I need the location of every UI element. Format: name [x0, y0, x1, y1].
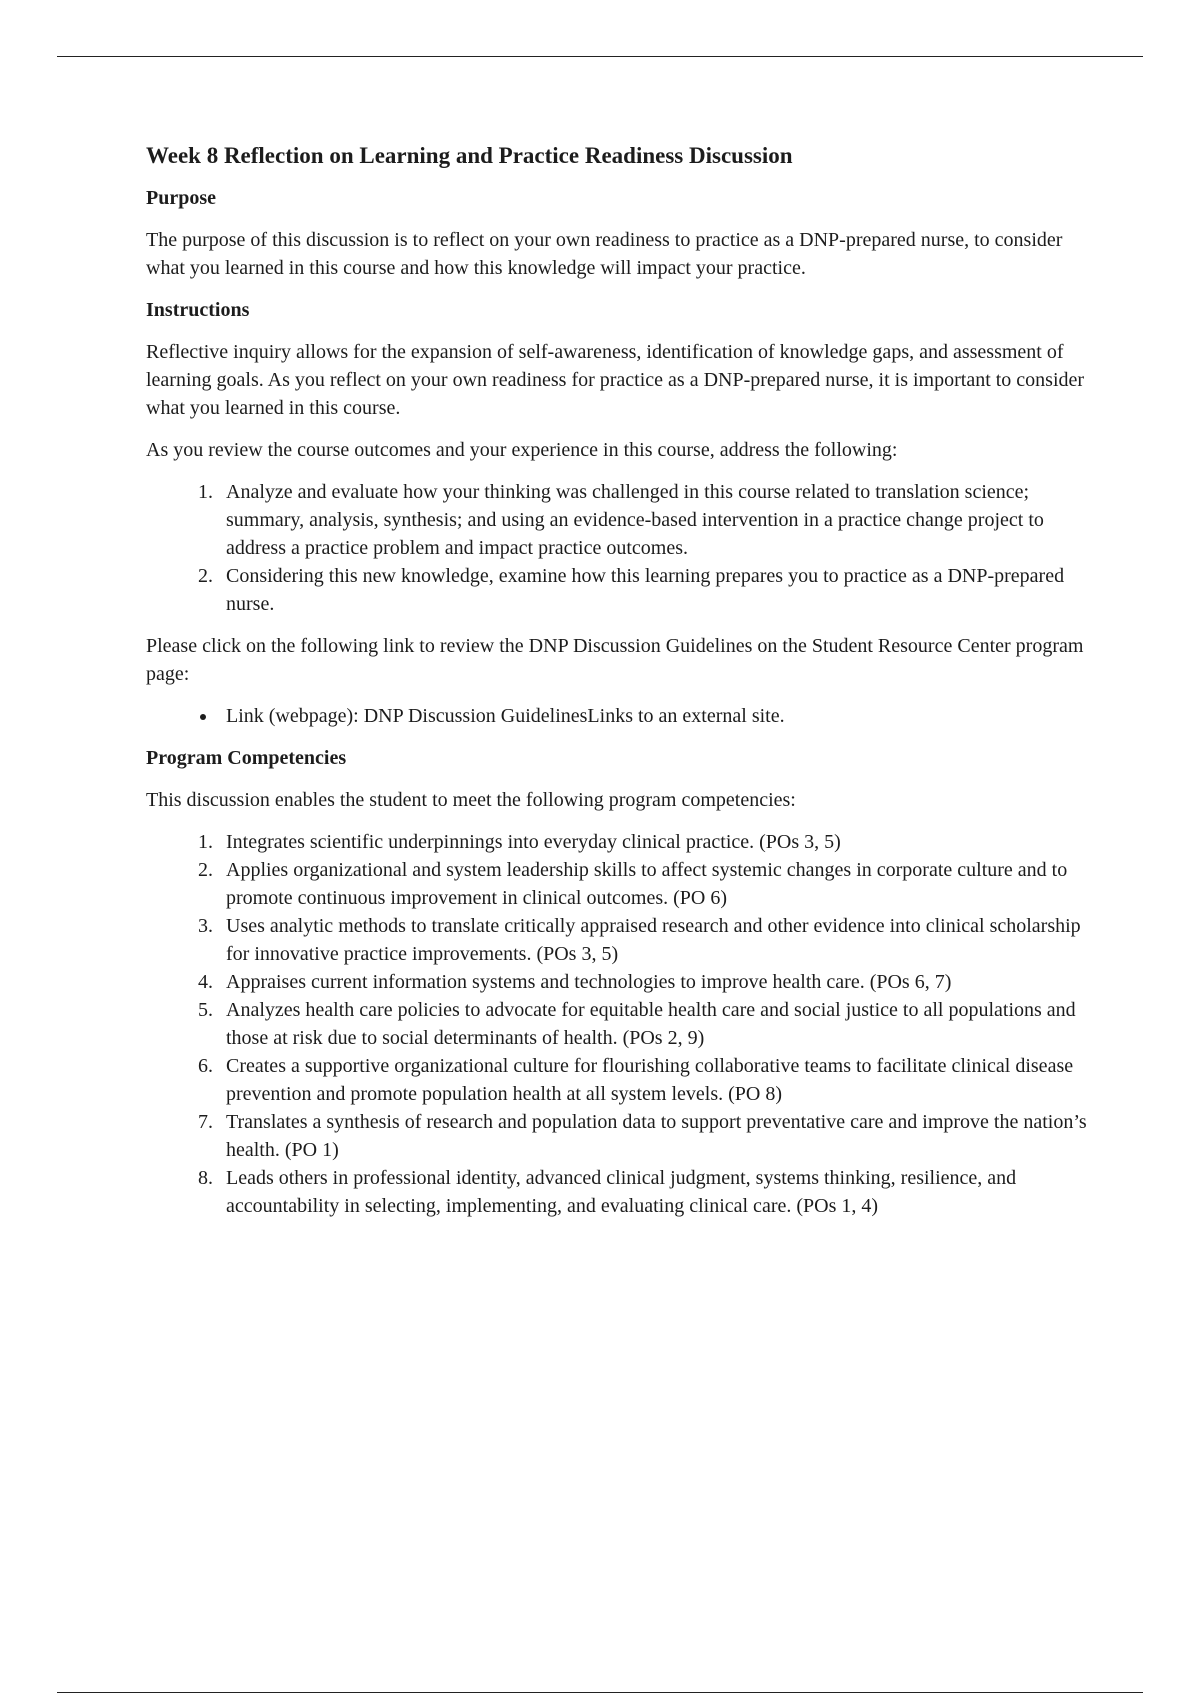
list-item: 2. Applies organizational and system leadership skills to affect systemic changes in corporate culture and to promote continuous improvement in clinical outcomes. (PO 6) [218, 856, 1096, 912]
list-item: 6. Creates a supportive organizational culture for flourishing collaborative teams to facilitate clinical disease prevention and promote population health at all system levels. (PO 8) [218, 1052, 1096, 1108]
list-item: 1. Analyze and evaluate how your thinking was challenged in this course related to translation science; summary, analysis, synthesis; and using an evidence-based intervention in a practice change project to address a practice problem and impact practice outcomes. [218, 478, 1096, 562]
list-item: 5. Analyzes health care policies to advocate for equitable health care and social justice to all populations and those at risk due to social determinants of health. (POs 2, 9) [218, 996, 1096, 1052]
list-item: 3. Uses analytic methods to translate critically appraised research and other evidence into clinical scholarship for innovative practice improvements. (POs 3, 5) [218, 912, 1096, 968]
instructions-paragraph: Reflective inquiry allows for the expansion of self-awareness, identification of knowledge gaps, and assessment of learning goals. As you reflect on your own readiness for practice as a DNP-prepared nurse, it is important to consider what you learned in this course. [146, 341, 1085, 419]
footer-rule [57, 1692, 1143, 1693]
instructions-heading: Instructions [146, 299, 250, 321]
list-item: 2. Considering this new knowledge, examine how this learning prepares you to practice as a DNP-prepared nurse. [218, 562, 1096, 618]
list-item: 8. Leads others in professional identity, advanced clinical judgment, systems thinking, resilience, and accountability in selecting, implementing, and evaluating clinical care. (POs 1, 4) [218, 1164, 1096, 1220]
instructions-list [146, 478, 1096, 618]
document-body [146, 142, 1096, 1234]
link-list [146, 702, 1096, 730]
link-intro-paragraph: Please click on the following link to review the DNP Discussion Guidelines on the Student Resource Center program page: [146, 635, 1084, 685]
purpose-paragraph: The purpose of this discussion is to reflect on your own readiness to practice as a DNP-prepared nurse, to consider what you learned in this course and how this knowledge will impact your practice. [146, 229, 1063, 279]
page-title: Week 8 Reflection on Learning and Practice Readiness Discussion [146, 143, 793, 168]
list-item: 7. Translates a synthesis of research and population data to support preventative care and improve the nation’s health. (PO 1) [218, 1108, 1096, 1164]
competencies-list [146, 828, 1096, 1220]
competencies-intro: This discussion enables the student to meet the following program competencies: [146, 789, 796, 811]
purpose-heading: Purpose [146, 187, 216, 209]
instructions-prompt: As you review the course outcomes and your experience in this course, address the following: [146, 439, 898, 461]
list-item: 4. Appraises current information systems and technologies to improve health care. (POs 6, 7) [218, 968, 1096, 996]
competencies-heading: Program Competencies [146, 747, 347, 769]
guidelines-link[interactable]: • Link (webpage): DNP Discussion GuidelinesLinks to an external site. [218, 702, 1096, 730]
header-rule [57, 56, 1143, 57]
list-item: 1. Integrates scientific underpinnings into everyday clinical practice. (POs 3, 5) [218, 828, 1096, 856]
